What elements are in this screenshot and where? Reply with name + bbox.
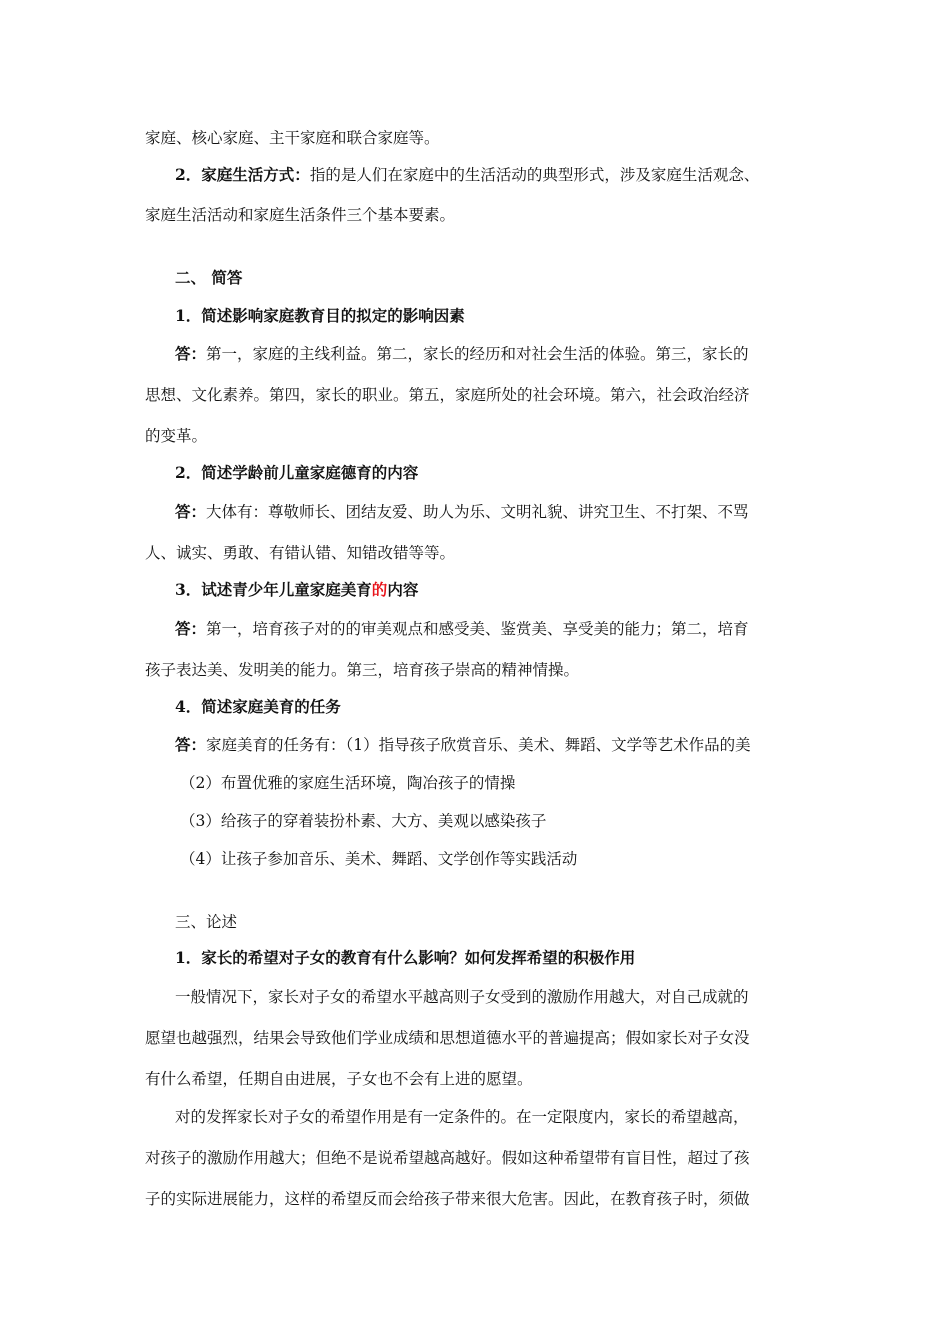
list-item: （2）布置优雅的家庭生活环境，陶冶孩子的情操 xyxy=(180,774,516,792)
text-line: 对孩子的激励作用越大；但绝不是说希望越高越好。假如这种希望带有盲目性，超过了孩 xyxy=(145,1149,750,1167)
question-heading xyxy=(175,580,810,600)
text-line: 孩子表达美、发明美的能力。第三，培育孩子崇高的精神情操。 xyxy=(145,661,580,679)
text-line: 对的发挥家长对子女的希望作用是有一定条件的。在一定限度内，家长的希望越高， xyxy=(175,1108,749,1126)
question-heading: 1．简述影响家庭教育目的拟定的影响因素 xyxy=(175,306,465,325)
term-definition: 指的是人们在家庭中的生活活动的典型形式，涉及家庭生活观念、 xyxy=(309,166,760,184)
answer-line xyxy=(175,344,810,364)
term-label: 家庭生活方式： xyxy=(201,165,310,184)
question-heading: 2．简述学龄前儿童家庭德育的内容 xyxy=(175,463,419,482)
text-line: 家庭生活活动和家庭生活条件三个基本要素。 xyxy=(145,206,456,224)
answer-label: 答： xyxy=(175,502,207,521)
section-heading-text: 二、 简答 xyxy=(175,268,243,287)
text-line: 一般情况下，家长对子女的希望水平越高则子女受到的激励作用越大，对自己成就的 xyxy=(175,988,749,1006)
answer-text: 大体有：尊敬师长、团结友爱、助人为乐、文明礼貌、讲究卫生、不打架、不骂 xyxy=(206,503,749,521)
answer-label: 答： xyxy=(175,735,207,754)
definition-line xyxy=(175,165,810,185)
list-item: （3）给孩子的穿着装扮朴素、大方、美观以感染孩子 xyxy=(180,812,547,830)
list-item: （4）让孩子参加音乐、美术、舞蹈、文学创作等实践活动 xyxy=(180,850,578,868)
answer-line xyxy=(175,735,810,755)
answer-text: 第一，培育孩子对的的审美观点和感受美、鉴赏美、享受美的能力；第二，培育 xyxy=(206,620,749,638)
item-number: 2． xyxy=(175,165,202,184)
answer-line xyxy=(175,502,810,522)
answer-label: 答： xyxy=(175,344,207,363)
text-line: 子的实际进展能力，这样的希望反而会给孩子带来很大危害。因此，在教育孩子时，须做 xyxy=(145,1190,750,1208)
highlighted-character: 的 xyxy=(371,580,388,599)
text-line: 的变革。 xyxy=(145,427,208,445)
text-line: 家庭、核心家庭、主干家庭和联合家庭等。 xyxy=(145,129,440,147)
section-heading: 三、论述 xyxy=(175,913,238,931)
answer-label: 答： xyxy=(175,619,207,638)
answer-text: 第一，家庭的主线利益。第二，家长的经历和对社会生活的体验。第三，家长的 xyxy=(206,345,749,363)
question-heading-text: 3．试述青少年儿童家庭美育 xyxy=(175,580,372,599)
question-heading-text: 内容 xyxy=(387,580,419,599)
text-line: 思想、文化素养。第四，家长的职业。第五，家庭所处的社会环境。第六，社会政治经济 xyxy=(145,386,750,404)
section-heading xyxy=(175,268,810,288)
answer-line xyxy=(175,619,810,639)
text-line: 有什么希望，任期自由进展，子女也不会有上进的愿望。 xyxy=(145,1070,533,1088)
question-heading: 1．家长的希望对子女的教育有什么影响？如何发挥希望的积极作用 xyxy=(175,948,636,967)
text-line: 人、诚实、勇敢、有错认错、知错改错等等。 xyxy=(145,544,456,562)
answer-text: 家庭美育的任务有：（1）指导孩子欣赏音乐、美术、舞蹈、文学等艺术作品的美 xyxy=(206,736,751,754)
text-line: 愿望也越强烈，结果会导致他们学业成绩和思想道德水平的普遍提高；假如家长对子女没 xyxy=(145,1029,750,1047)
question-heading: 4．简述家庭美育的任务 xyxy=(175,697,341,716)
